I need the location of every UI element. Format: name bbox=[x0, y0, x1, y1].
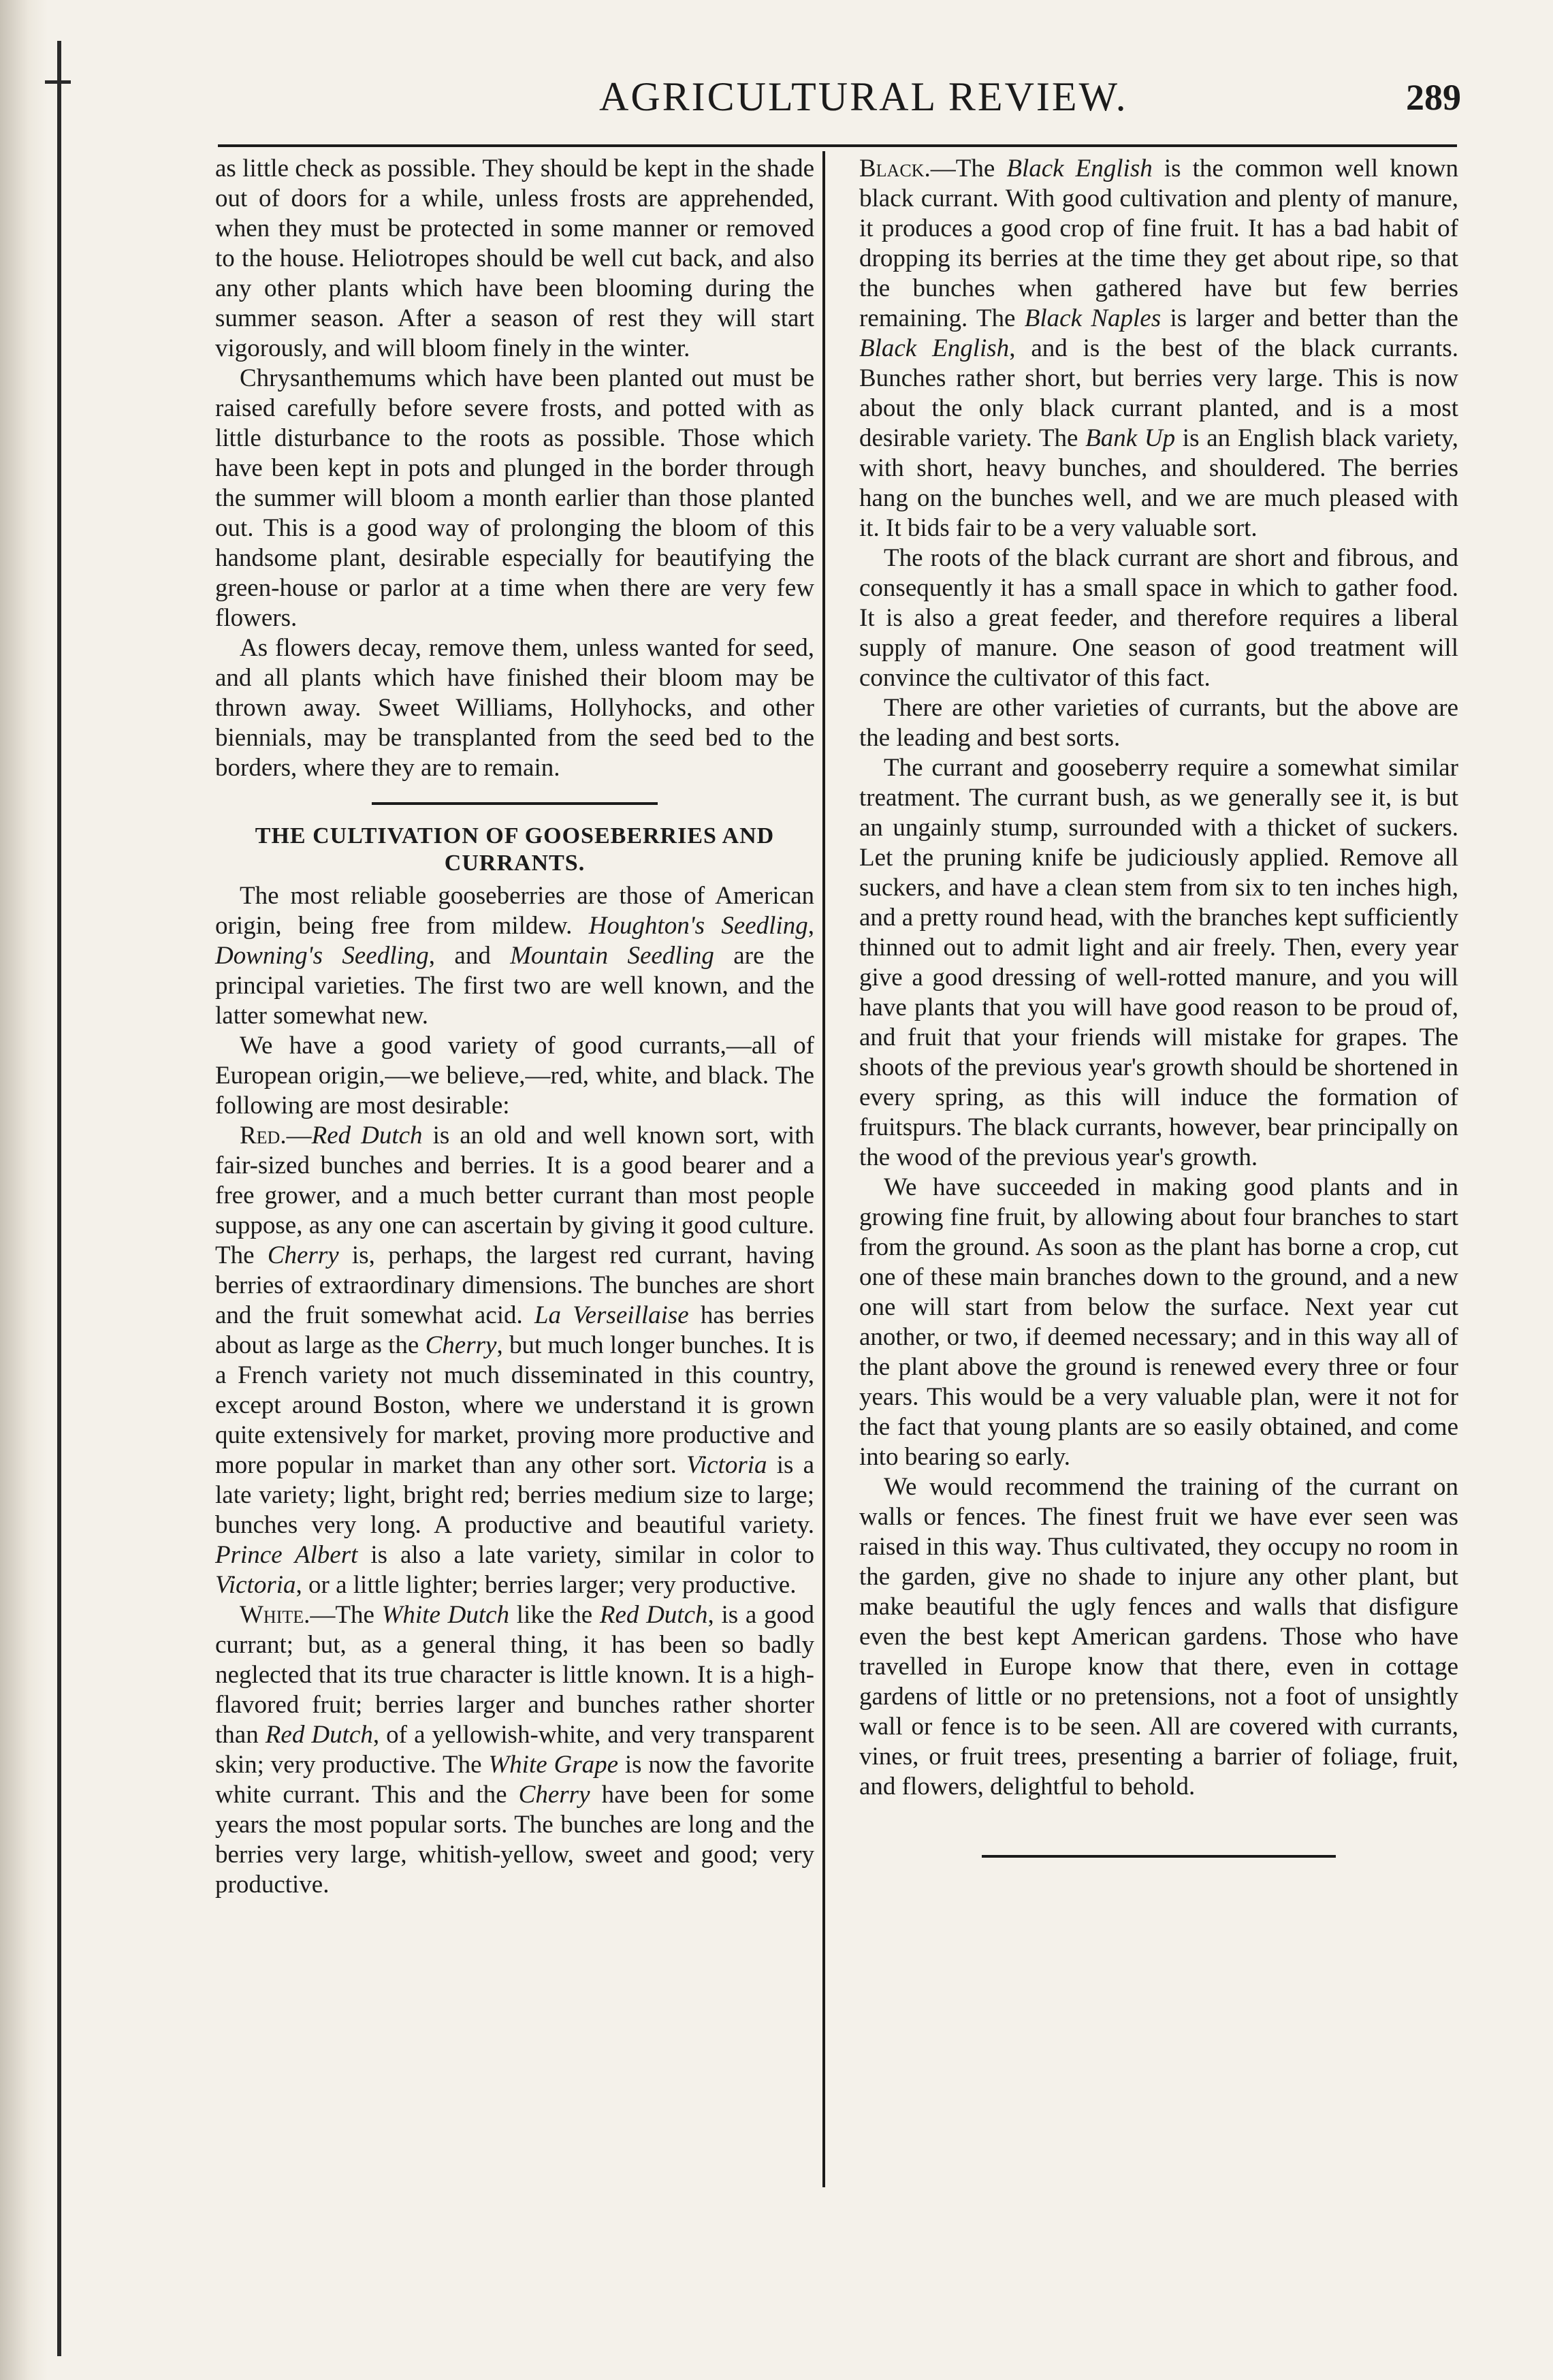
variety-name: Red Dutch bbox=[599, 1601, 708, 1629]
variety-name: Bank Up bbox=[1085, 424, 1176, 452]
paragraph: as little check as possible. They should be kept in the shade out of doors for a while, unless frosts are apprehended, when they must be protected in some manner or removed to the house. Heliotropes should be well cut back, and also any other plants which have been blooming during the summer season. After a season of rest they will start vigorously, and will bloom finely in the winter. bbox=[215, 155, 814, 362]
variety-name: Black English bbox=[1006, 155, 1153, 183]
paragraph-gooseberries: The most reliable gooseberries are those of American origin, being free from mildew. Houghton's Seedling, Downing's Seedling, and Mountain Seedling are the principal varieties. The first two are well known, and the latter somewhat new. bbox=[215, 882, 814, 1030]
variety-name: White Grape bbox=[488, 1751, 619, 1779]
variety-name: Cherry bbox=[267, 1241, 339, 1269]
end-of-article-rule bbox=[982, 1855, 1336, 1858]
section-label-white: White. bbox=[240, 1601, 310, 1629]
paragraph-white-currants: White.—The White Dutch like the Red Dutch, is a good currant; but, as a general thing, it has been so badly neglected that its true character is little known. It is a high-flavored fruit; berries larger and bunches rather shorter than Red Dutch, of a yellowish-white, and very transparent skin; very productive. The White Grape is now the favorite white currant. This and the Cherry have been for some years the most popular sorts. The bunches are long and the berries very large, whitish-yellow, sweet and good; very productive. bbox=[215, 1601, 815, 1899]
left-column bbox=[215, 154, 814, 1900]
article-title-line-2: CURRANTS. bbox=[444, 851, 586, 876]
paragraph: We would recommend the training of the currant on walls or fences. The finest fruit we have ever seen was raised in this way. Thus cultivated, they occupy no room in the garden, give no shade to injure any other plant, but make beautiful the ugly fences and walls that disfigure even the best kept American gardens. Those who have travelled in Europe know that there, even in cottage gardens of little or no pretensions, not a foot of unsightly wall or fence is to be seen. All are covered with currants, vines, or fruit trees, presenting a barrier of foliage, fruit, and flowers, delightful to behold. bbox=[859, 1473, 1458, 1800]
variety-name: Black Naples bbox=[1024, 304, 1162, 332]
column-divider bbox=[822, 151, 825, 2187]
paragraph: Chrysanthemums which have been planted out must be raised carefully before severe frosts, and potted with as little disturbance to the roots as possible. Those which have been kept in pots and plunged in the border through the summer will bloom a month earlier than those planted out. This is a good way of prolonging the bloom of this handsome plant, desirable especially for beautifying the green-house or parlor at a time when there are very few flowers. bbox=[215, 364, 814, 632]
paragraph-black-currants: Black.—The Black English is the common well known black currant. With good cultivation and plenty of manure, it produces a good crop of fine fruit. It has a bad habit of dropping its berries at the time they get about ripe, so that the bunches when gathered have but few berries remaining. The Black Naples is larger and better than the Black English, and is the best of the black currants. Bunches rather short, but berries very large. This is now about the only black currant planted, and is a most desirable variety. The Bank Up is an English black variety, with short, heavy bunches, and shouldered. The berries hang on the bunches well, and we are much pleased with it. It bids fair to be a very valuable sort. bbox=[859, 155, 1459, 542]
variety-name: Downing's Seedling bbox=[215, 942, 429, 970]
variety-name: Cherry bbox=[518, 1781, 590, 1809]
variety-name: La Verseillaise bbox=[534, 1301, 689, 1329]
paragraph: We have succeeded in making good plants and in growing fine fruit, by allowing about four branches to start from the ground. As soon as the plant has borne a crop, cut one of these main branches down to the ground, and a new one will start from below the surface. Next year cut another, or two, if deemed necessary; and in this way all of the plant above the ground is renewed every three or four years. This would be a very valuable plan, were it not for the fact that young plants are so easily obtained, and come into bearing so early. bbox=[859, 1173, 1458, 1471]
variety-name: Houghton's Seedling bbox=[588, 912, 808, 940]
variety-name: Victoria bbox=[686, 1451, 767, 1479]
book-spine-shadow bbox=[0, 0, 48, 2380]
variety-name: White Dutch bbox=[381, 1601, 510, 1629]
margin-rule bbox=[57, 41, 61, 2356]
paragraph: The roots of the black currant are short and fibrous, and consequently it has a small space in which to gather food. It is also a great feeder, and therefore requires a liberal supply of manure. One season of good treatment will convince the cultivator of this fact. bbox=[859, 544, 1458, 692]
section-separator bbox=[372, 802, 658, 805]
paragraph: As flowers decay, remove them, unless wanted for seed, and all plants which have finished their bloom may be thrown away. Sweet Williams, Hollyhocks, and other biennials, may be transplanted from the seed bed to the borders, where they are to remain. bbox=[215, 634, 814, 782]
page-number: 289 bbox=[1406, 77, 1461, 118]
paragraph: The currant and gooseberry require a somewhat similar treatment. The currant bush, as we generally see it, is but an ungainly stump, surrounded with a thicket of suckers. Let the pruning knife be judiciously applied. Remove all suckers, and have a clean stem from six to ten inches high, and a pretty round head, with the branches kept sufficiently thinned out to admit light and air freely. Then, every year give a good dressing of well-rotted manure, and you will have plants that you will have good reason to be proud of, and fruit that your friends will mistake for grapes. The shoots of the previous year's growth should be shortened in every spring, as this will induce the formation of fruitspurs. The black currants, however, bear principally on the wood of the previous year's growth. bbox=[859, 754, 1458, 1171]
paragraph: There are other varieties of currants, but the above are the leading and best sorts. bbox=[859, 694, 1458, 752]
variety-name: Victoria bbox=[215, 1571, 296, 1599]
running-head: AGRICULTURAL REVIEW. bbox=[599, 74, 1128, 119]
variety-name: Cherry bbox=[425, 1331, 497, 1359]
right-column bbox=[859, 154, 1458, 1858]
article-title bbox=[215, 823, 814, 877]
article-title-line-1: THE CULTIVATION OF GOOSEBERRIES AND bbox=[255, 823, 775, 848]
variety-name: Prince Albert bbox=[215, 1541, 358, 1569]
section-label-black: Black. bbox=[859, 155, 931, 183]
variety-name: Mountain Seedling bbox=[510, 942, 714, 970]
margin-tick bbox=[45, 80, 71, 84]
paragraph: We have a good variety of good currants,—all of European origin,—we believe,—red, white, and black. The following are most desirable: bbox=[215, 1032, 814, 1120]
header-rule bbox=[218, 144, 1457, 147]
paragraph-red-currants: Red.—Red Dutch is an old and well known sort, with fair-sized bunches and berries. It is a good bearer and a free grower, and a much better currant than most people suppose, as any one can ascertain by giving it good culture. The Cherry is, perhaps, the largest red currant, having berries of extraordinary dimensions. The bunches are short and the fruit somewhat acid. La Verseillaise has berries about as large as the Cherry, but much longer bunches. It is a French variety not much disseminated in this country, except around Boston, where we understand it is grown quite extensively for market, proving more productive and more popular in market than any other sort. Victoria is a late variety; light, bright red; berries medium size to large; bunches very long. A productive and beautiful variety. Prince Albert is also a late variety, similar in color to Victoria, or a little lighter; berries larger; very productive. bbox=[215, 1122, 815, 1599]
section-label-red: Red. bbox=[240, 1122, 287, 1149]
variety-name: Red Dutch bbox=[265, 1721, 373, 1749]
variety-name: Black English bbox=[859, 334, 1010, 362]
variety-name: Red Dutch bbox=[311, 1122, 423, 1149]
